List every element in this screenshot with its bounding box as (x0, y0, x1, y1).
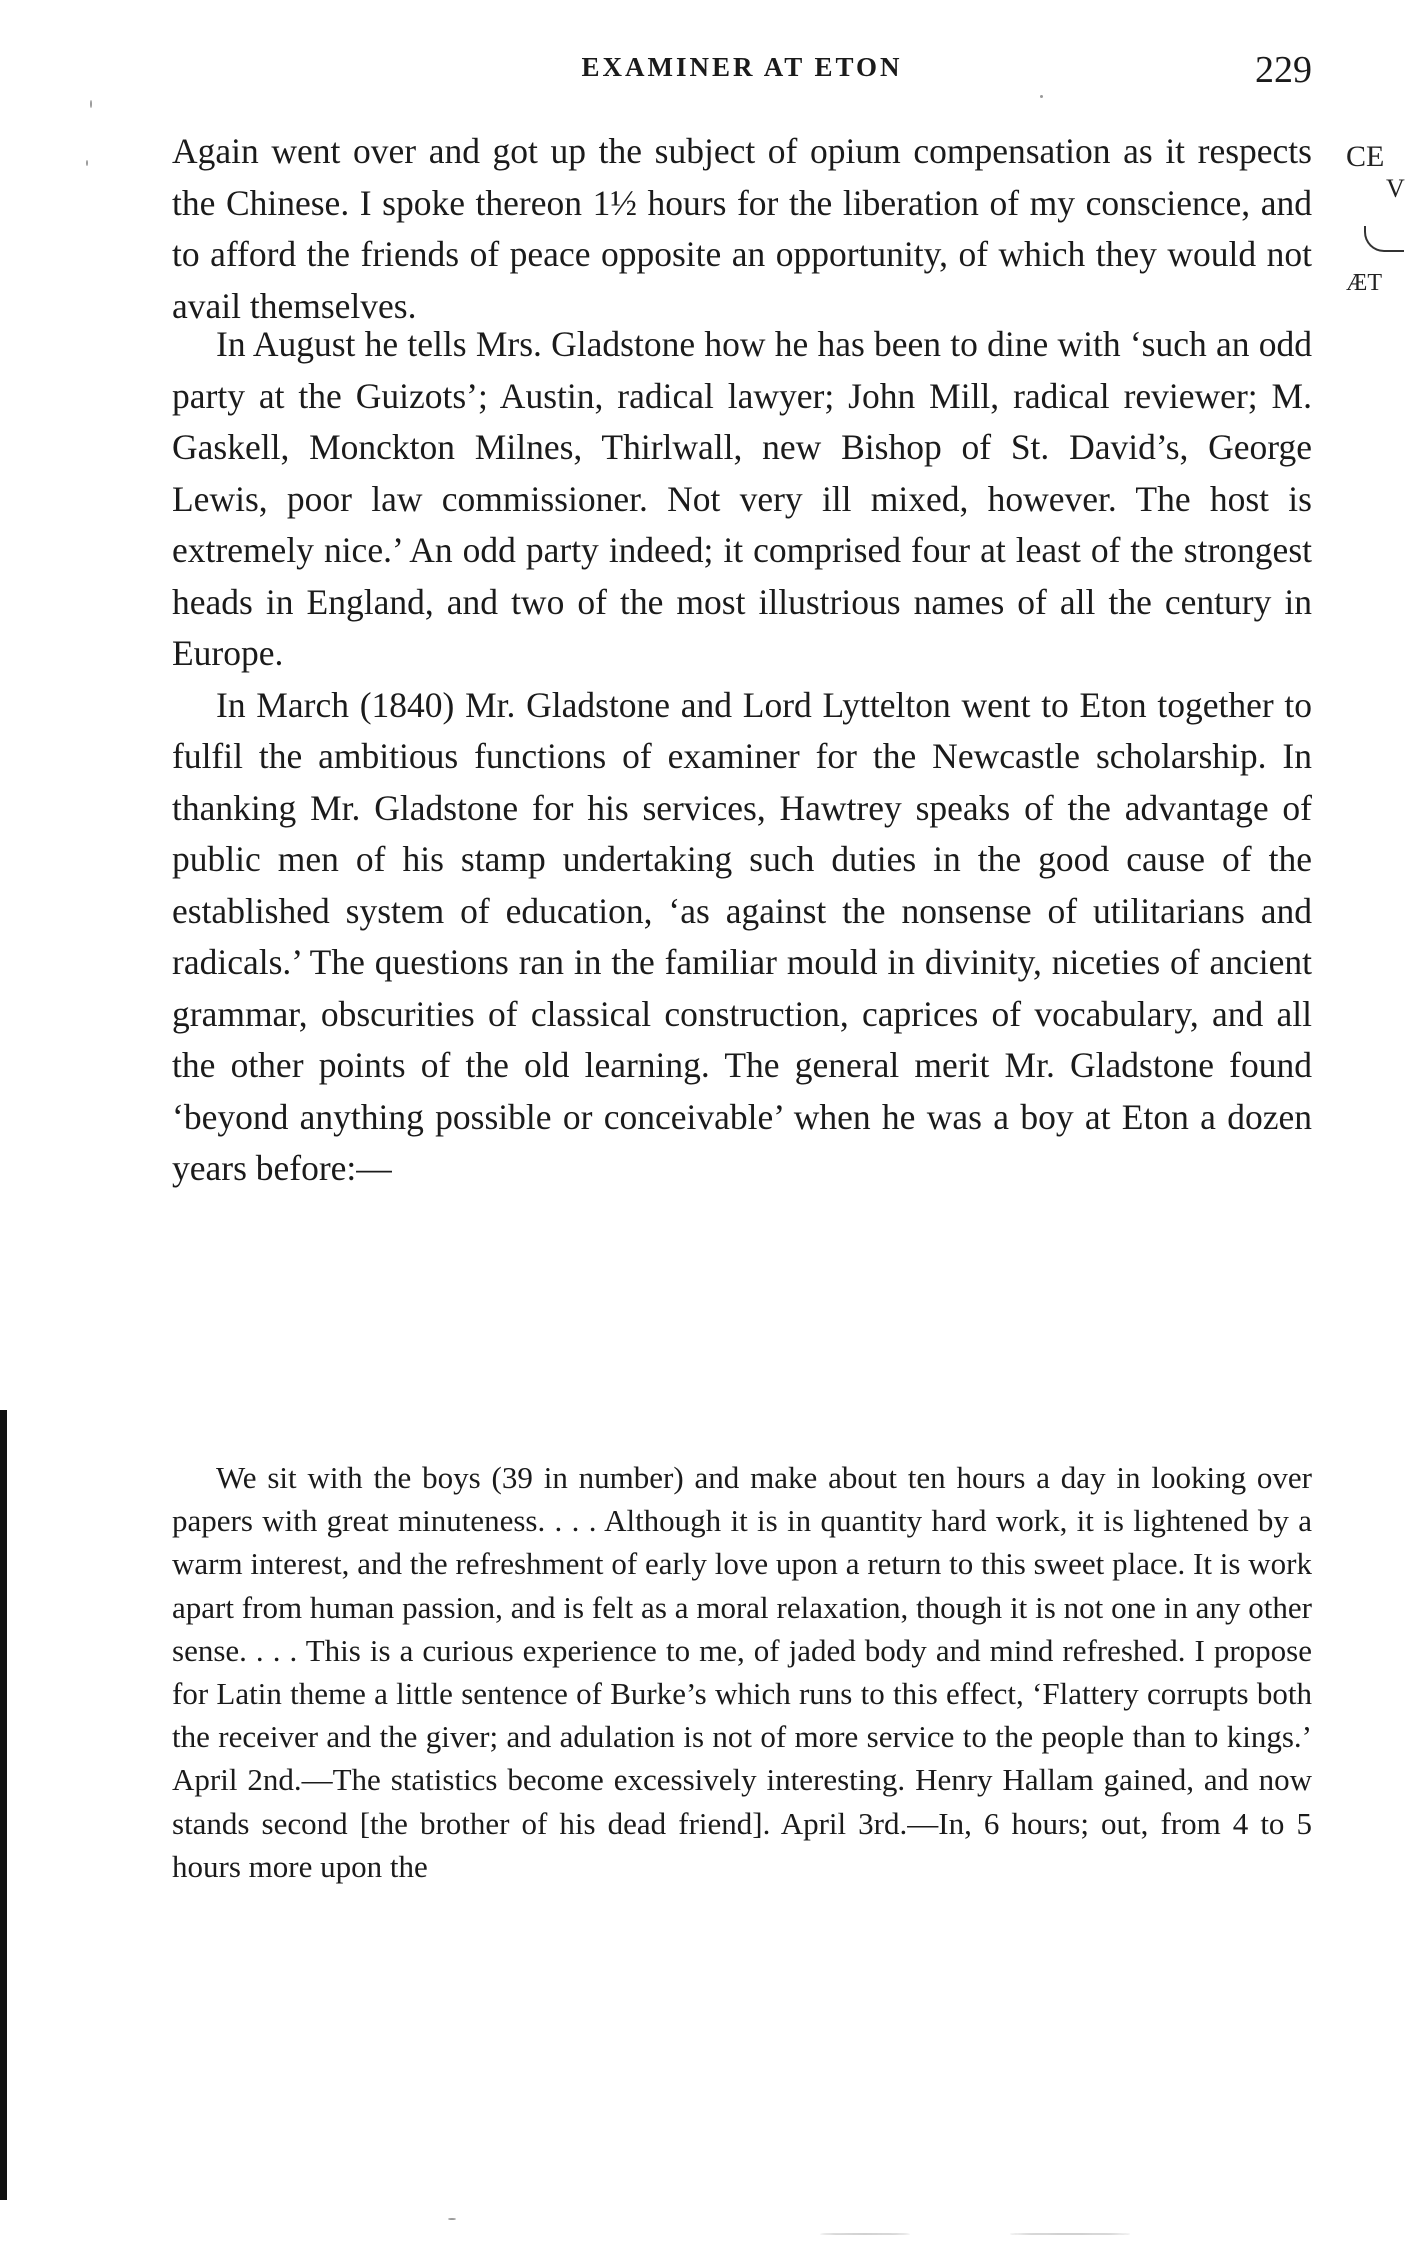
main-text-block (172, 319, 1312, 1195)
facing-page-margin (1346, 130, 1411, 330)
paragraph-eton-letter: We sit with the boys (39 in number) and make about ten hours a day in looking over papers with great minuteness. . . . Although it is in quantity hard work, it is lightened by a warm interest, and the refreshment of early love upon a return to this sweet place. It is work apart from human passion, and is felt as a moral relaxation, though it is not one in any other sense. . . . This is a curious experience to me, of jaded body and mind refreshed. I propose for Latin theme a little sentence of Burke’s which runs to this effect, ‘Flattery corrupts both the receiver and the giver; and adulation is not of more service to the people than to kings.’ April 2nd.—The statistics become excessively interesting. Henry Hallam gained, and now stands second [the brother of his dead friend]. April 3rd.—In, 6 hours; out, from 4 to 5 hours more upon the (172, 1460, 1312, 1884)
paper-speck (86, 160, 88, 166)
paper-speck (1040, 95, 1043, 98)
running-head (172, 48, 1312, 108)
paper-speck (90, 100, 92, 108)
margin-fragment-1: CE (1346, 140, 1385, 173)
paper-speck (820, 2233, 910, 2235)
paper-speck (1010, 2233, 1130, 2235)
binding-shadow (0, 1410, 7, 2200)
margin-fragment-3: ÆT (1346, 270, 1382, 296)
margin-fragment-2: V (1386, 174, 1405, 203)
paragraph-guizot-party: In August he tells Mrs. Gladstone how he has been to dine with ‘such an odd party at the Guizots’; Austin, radical lawyer; John Mill, radical reviewer; M. Gaskell, Monckton Milnes, Thirlwall, new Bishop of St. David’s, George Lewis, poor law commissioner. Not very ill mixed, however. The host is extremely nice.’ An odd party indeed; it comprised four at least of the strongest heads in England, and two of the most illustrious names of all the century in Europe. (172, 324, 1312, 673)
paper-speck (448, 2218, 456, 2220)
paragraph-opium-compensation: Again went over and got up the subject of opium compensation as it respects the Chinese. I spoke thereon 1½ hours for the liberation of my conscience, and to afford the friends of peace opposite an opportunity, of which they would not avail themselves. (172, 131, 1312, 326)
paragraph-eton-examiner: In March (1840) Mr. Gladstone and Lord Lyttelton went to Eton together to fulfil the ambitious functions of examiner for the Newcastle scholarship. In thanking Mr. Gladstone for his services, Hawtrey speaks of the advantage of public men of his stamp undertaking such duties in the good cause of the established system of education, ‘as against the nonsense of utilitarians and radicals.’ The questions ran in the familiar mould in divinity, niceties of ancient grammar, obscurities of classical construction, caprices of vocabulary, and all the other points of the old learning. The general merit Mr. Gladstone found ‘beyond anything possible or conceivable’ when he was a boy at Eton a dozen years before:— (172, 684, 1312, 1188)
letter-extract-block (172, 1456, 1312, 1888)
margin-bracket-mark (1364, 226, 1404, 252)
running-title: EXAMINER AT ETON (581, 52, 903, 82)
diary-extract-block (172, 126, 1312, 332)
page-number: 229 (1255, 49, 1312, 91)
